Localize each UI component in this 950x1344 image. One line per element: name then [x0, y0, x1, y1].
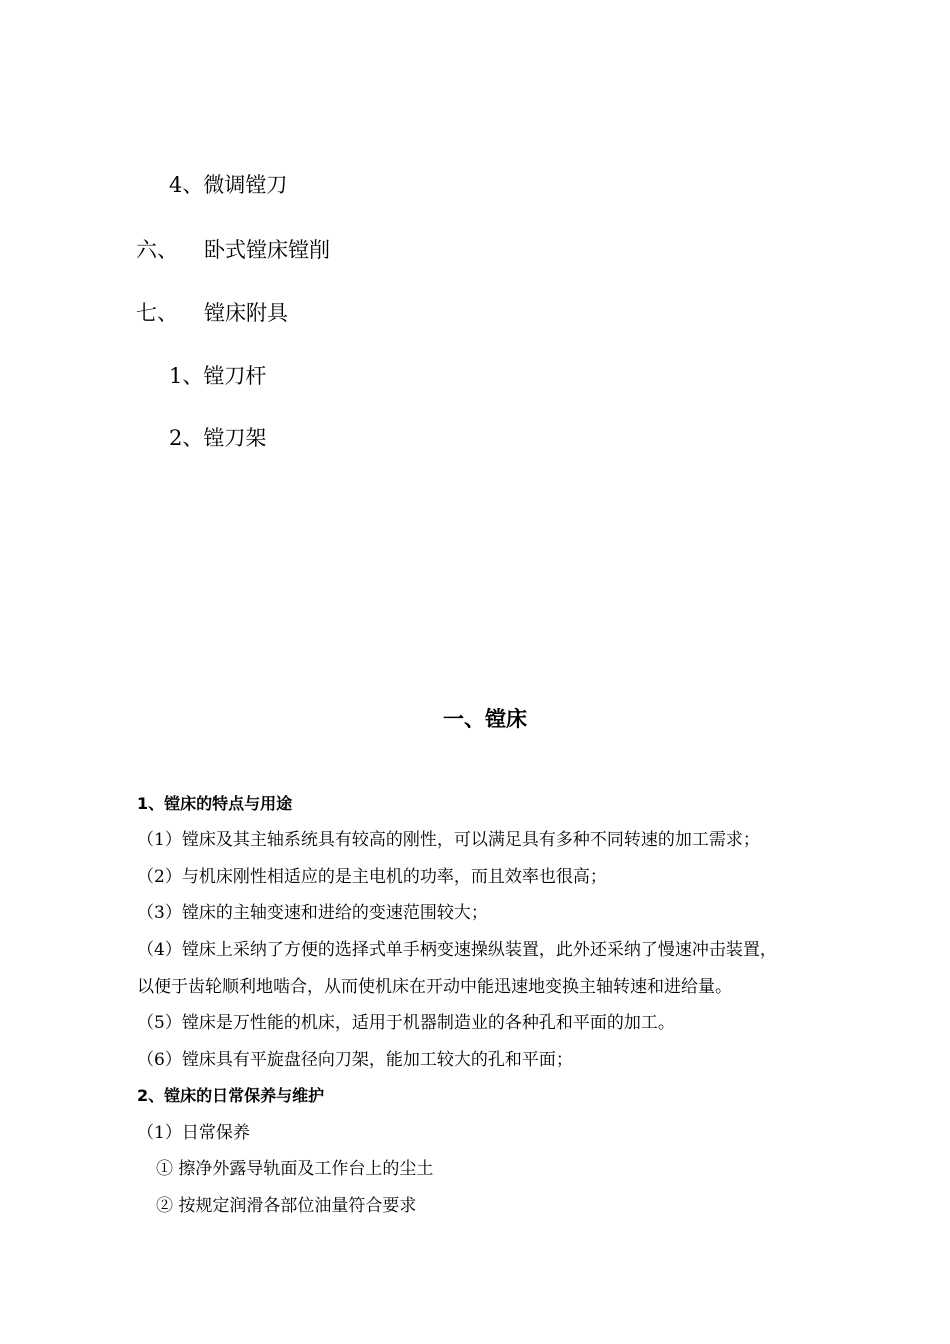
toc-item-number: 2、 — [169, 426, 204, 450]
toc-item-text: 镗刀架 — [203, 426, 267, 450]
sub-heading: （1）日常保养 — [137, 1123, 250, 1143]
paragraph-item: （1）镗床及其主轴系统具有较高的刚性，可以满足具有多种不同转速的加工需求； — [137, 830, 760, 850]
toc-item-text: 镗床附具 — [204, 301, 288, 325]
sub-item: ② 按规定润滑各部位油量符合要求 — [156, 1196, 417, 1216]
paragraph-item: （3）镗床的主轴变速和进给的变速范围较大； — [137, 903, 488, 923]
toc-item-text: 微调镗刀 — [203, 173, 288, 197]
toc-item-number: 4、 — [169, 173, 204, 197]
toc-item-number: 七、 — [136, 301, 178, 325]
toc-item-text: 卧式镗床镗削 — [204, 238, 330, 262]
paragraph-item: （4）镗床上采纳了方便的选择式单手柄变速操纵装置，此外还采纳了慢速冲击装置， — [137, 940, 777, 960]
toc-item-7-2 — [169, 424, 266, 452]
toc-item-7 — [136, 299, 288, 327]
sub-item: ① 擦净外露导轨面及工作台上的尘土 — [156, 1159, 434, 1179]
toc-item-7-1 — [169, 362, 266, 390]
section-title: 一、镗床 — [443, 707, 527, 731]
toc-item-number: 六、 — [136, 238, 178, 262]
toc-item-6 — [136, 236, 330, 264]
toc-item-text: 镗刀杆 — [203, 364, 267, 388]
section-heading-features: 1、镗床的特点与用途 — [137, 794, 293, 813]
toc-item-number: 1、 — [169, 364, 204, 388]
paragraph-item: 以便于齿轮顺利地啮合，从而使机床在开动中能迅速地变换主轴转速和进给量。 — [137, 977, 732, 997]
paragraph-item: （2）与机床刚性相适应的是主电机的功率，而且效率也很高； — [137, 867, 607, 887]
toc-item-4 — [169, 171, 287, 199]
section-heading-maintenance: 2、镗床的日常保养与维护 — [137, 1086, 325, 1105]
paragraph-item: （5）镗床是万性能的机床，适用于机器制造业的各种孔和平面的加工。 — [137, 1013, 675, 1033]
paragraph-item: （6）镗床具有平旋盘径向刀架，能加工较大的孔和平面； — [137, 1050, 573, 1070]
